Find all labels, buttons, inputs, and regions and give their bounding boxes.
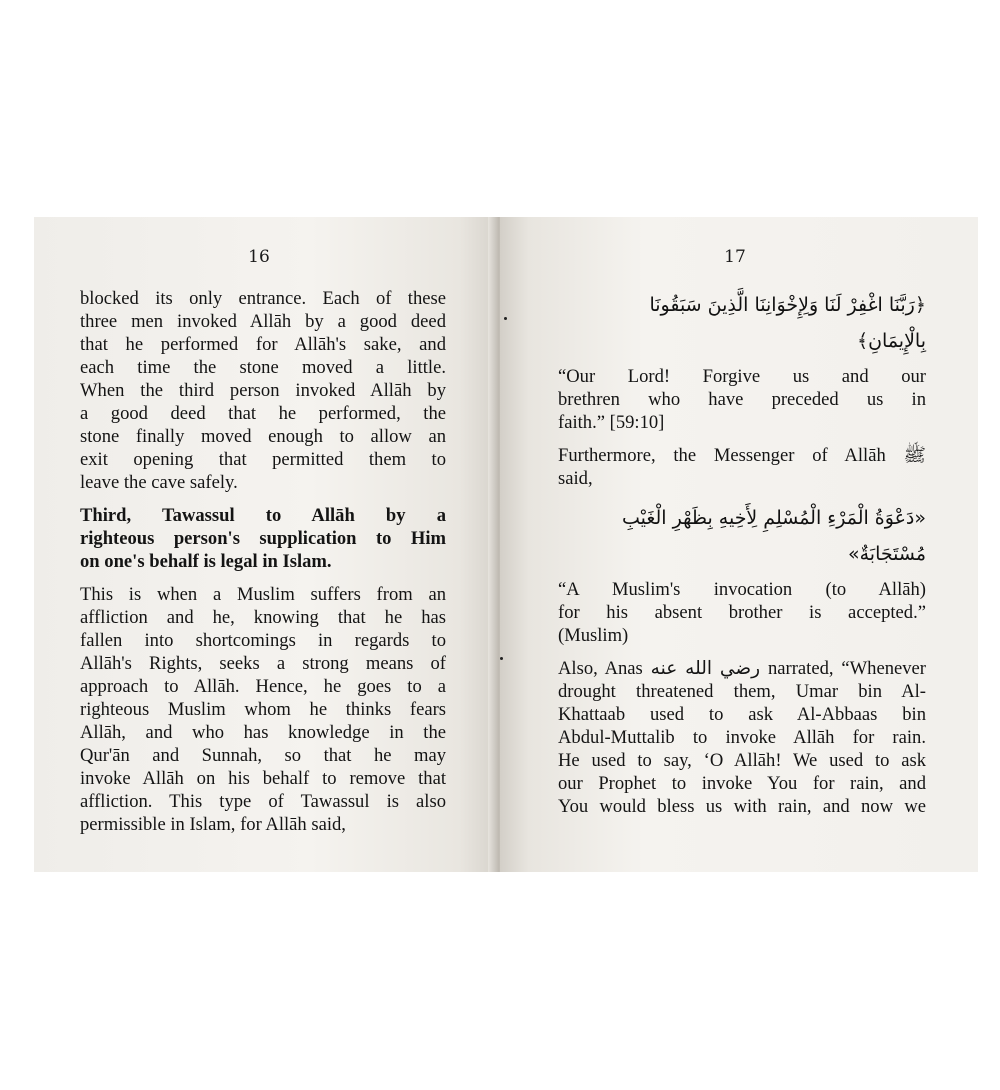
left-paragraph-2	[80, 583, 446, 836]
text-line: faith.” [59:10]	[558, 412, 665, 433]
arabic-line: ﴿رَبَّنَا اغْفِرْ لَنَا وَلِإِخْوَانِنَا الَّذِينَ سَبَقُونَا	[649, 294, 926, 316]
arabic-line: «دَعْوَةُ الْمَرْءِ الْمُسْلِمِ لِأَخِيهِ بِظَهْرِ الْغَيْبِ	[621, 507, 926, 529]
right-page-text	[558, 287, 926, 828]
heading-line: on one's behalf is legal in Islam.	[80, 551, 332, 572]
text-line: Qur'ān and Sunnah, so that he may	[80, 745, 446, 766]
hadith-translation	[558, 578, 926, 647]
arabic-hadith	[558, 500, 926, 572]
text-line: a good deed that he performed, the	[80, 403, 446, 424]
text-line: drought threatened them, Umar bin Al-	[558, 681, 926, 702]
page-speck	[500, 657, 503, 660]
text-line: (Muslim)	[558, 625, 629, 646]
heading-line: righteous person's supplication to Him	[80, 528, 446, 549]
text-line: You would bless us with rain, and now we	[558, 796, 926, 817]
text-line: blocked its only entrance. Each of these	[80, 288, 446, 309]
text-line: Also, Anas رضي الله عنه narrated, “Whenever	[558, 658, 926, 679]
left-page-number: 16	[248, 247, 270, 267]
text-line: our Prophet to invoke You for rain, and	[558, 773, 926, 794]
text-line: exit opening that permitted them to	[80, 449, 446, 470]
furthermore-paragraph	[558, 444, 926, 490]
text-line: When the third person invoked Allāh by	[80, 380, 446, 401]
text-line: permissible in Islam, for Allāh said,	[80, 814, 346, 835]
left-page-text	[80, 287, 446, 846]
text-line: Khattaab used to ask Al-Abbaas bin	[558, 704, 926, 725]
heading-line: Third, Tawassul to Allāh by a	[80, 505, 446, 526]
text-line: righteous Muslim whom he thinks fears	[80, 699, 446, 720]
text-line: invoke Allāh on his behalf to remove that	[80, 768, 446, 789]
text-line: Allāh's Rights, seeks a strong means of	[80, 653, 446, 674]
section-heading	[80, 504, 446, 573]
text-line: for his absent brother is accepted.”	[558, 602, 926, 623]
text-line: each time the stone moved a little.	[80, 357, 446, 378]
book-spread	[34, 217, 978, 872]
left-paragraph-1	[80, 287, 446, 494]
text-line: that he performed for Allāh's sake, and	[80, 334, 446, 355]
text-line: brethren who have preceded us in	[558, 389, 926, 410]
text-line: said,	[558, 468, 593, 489]
text-line: leave the cave safely.	[80, 472, 238, 493]
verse-translation	[558, 365, 926, 434]
text-line: “A Muslim's invocation (to Allāh)	[558, 579, 926, 600]
right-page-number: 17	[724, 247, 746, 267]
text-line: “Our Lord! Forgive us and our	[558, 366, 926, 387]
right-page	[500, 217, 978, 872]
arabic-verse	[558, 287, 926, 359]
text-line: Abdul-Muttalib to invoke Allāh for rain.	[558, 727, 926, 748]
text-line: He used to say, ‘O Allāh! We used to ask	[558, 750, 926, 771]
text-line: stone finally moved enough to allow an	[80, 426, 446, 447]
arabic-line: مُسْتَجَابَةٌ»	[847, 543, 926, 565]
text-line: approach to Allāh. Hence, he goes to a	[80, 676, 446, 697]
text-line: fallen into shortcomings in regards to	[80, 630, 446, 651]
left-page	[34, 217, 496, 872]
text-line: This is when a Muslim suffers from an	[80, 584, 446, 605]
text-line: Furthermore, the Messenger of Allāh ﷺ	[558, 445, 926, 466]
page-speck	[504, 317, 507, 320]
arabic-line: بِالْإِيمَانِ﴾	[856, 330, 926, 352]
anas-paragraph	[558, 657, 926, 818]
text-line: Allāh, and who has knowledge in the	[80, 722, 446, 743]
text-line: affliction and he, knowing that he has	[80, 607, 446, 628]
text-line: affliction. This type of Tawassul is also	[80, 791, 446, 812]
text-line: three men invoked Allāh by a good deed	[80, 311, 446, 332]
